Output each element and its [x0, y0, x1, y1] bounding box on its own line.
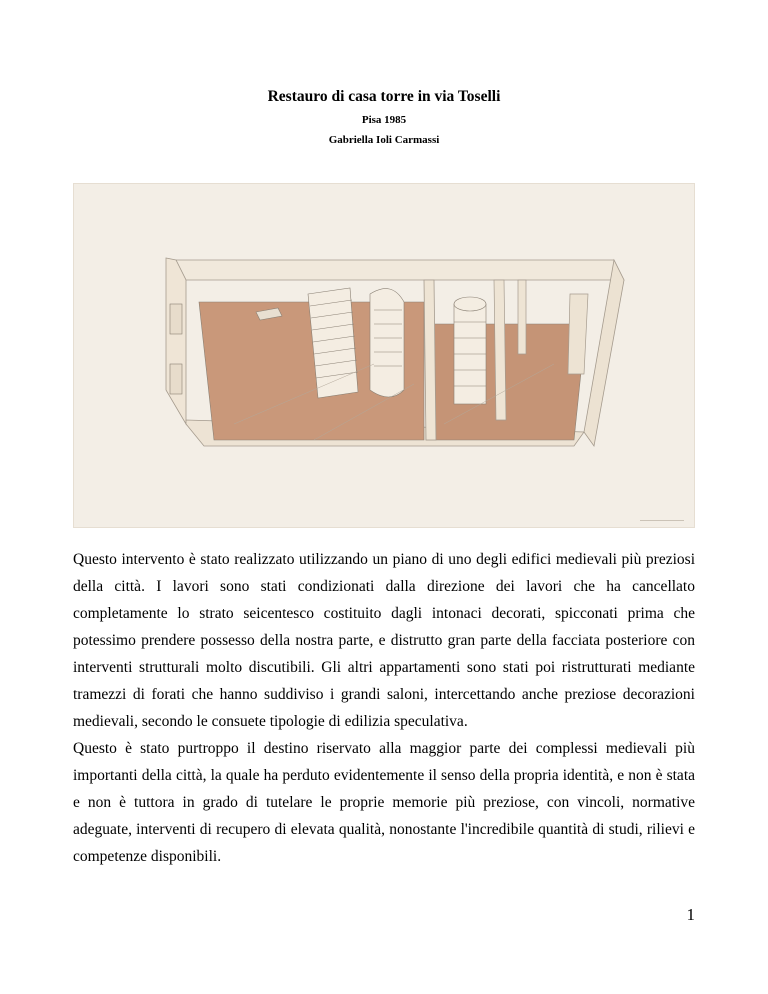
artist-signature	[640, 516, 684, 521]
paragraph: Questo intervento è stato realizzato utilizzando un piano di uno degli edifici medievali più preziosi della città. I lavori sono stati condizionati dalla direzione dei lavori che ha cancellato completamente lo strato seicentesco costituito dagli intonaci decorati, spicconati prima che potessimo prendere possesso della nostra parte, e distrutto gran parte della facciata posteriore con interventi strutturali molto discutibili. Gli altri appartamenti sono stati poi ristrutturati mediante tramezzi di forati che hanno suddiviso i grandi saloni, intercettando anche preziose decorazioni medievali, secondo le consuete tipologie di edilizia speculativa.	[73, 551, 695, 730]
body-text	[73, 546, 695, 870]
paragraph: Questo è stato purtroppo il destino riservato alla maggior parte dei complessi medievali più importanti della città, la quale ha perduto evidentemente il senso della propria identità, e non è stata e non è tuttora in grado di tutelare le proprie memorie più preziose, con vincoli, normative adeguate, interventi di recupero di elevata qualità, nonostante l'incredibile quantità di studi, rilievi e competenze disponibili.	[73, 740, 695, 865]
page-number: 1	[686, 905, 695, 924]
document-title: Restauro di casa torre in via Toselli	[267, 88, 501, 105]
document-author: Gabriella Ioli Carmassi	[328, 134, 440, 146]
axonometric-drawing-figure	[73, 183, 695, 528]
document-subtitle: Pisa 1985	[361, 114, 407, 126]
axonometric-drawing-icon	[74, 184, 696, 529]
